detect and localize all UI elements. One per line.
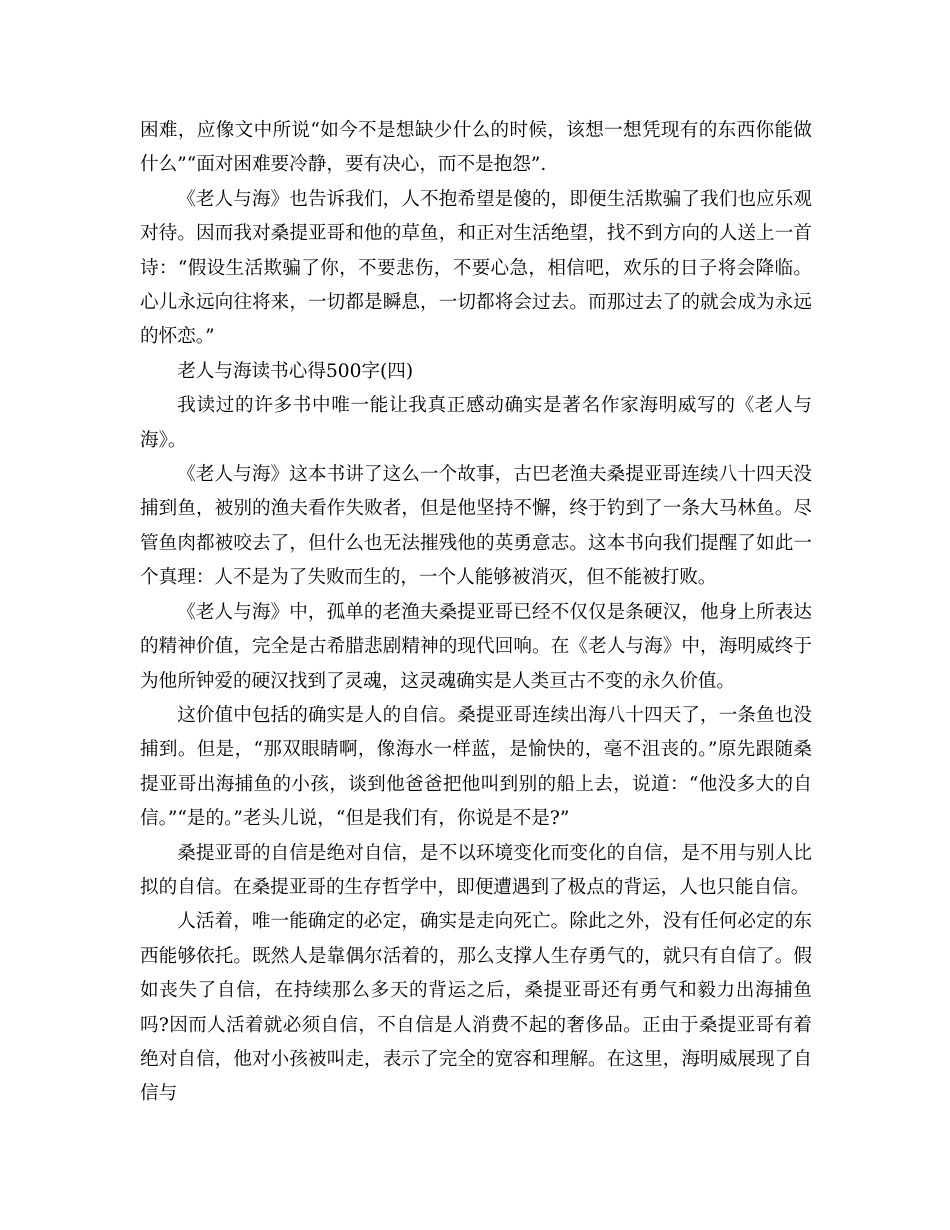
paragraph: 《老人与海》也告诉我们，人不抱希望是傻的，即便生活欺骗了我们也应乐观对待。因而我对桑提亚哥和他的草鱼，和正对生活绝望，找不到方向的人送上一首诗：“假设生活欺骗了你，不要悲伤，不要心急，相信吧，欢乐的日子将会降临。心儿永远向往将来，一切都是瞬息，一切都将会过去。而那过去了的就会成为永远的怀恋。” xyxy=(140,188,812,348)
paragraph: 《老人与海》中，孤单的老渔夫桑提亚哥已经不仅仅是条硬汉，他身上所表达的精神价值，完全是古希腊悲剧精神的现代回响。在《老人与海》中，海明威终于为他所钟爱的硬汉找到了灵魂，这灵魂确实是人类亘古不变的永久价值。 xyxy=(140,601,812,692)
paragraph: 我读过的许多书中唯一能让我真正感动确实是著名作家海明威写的《老人与海》。 xyxy=(140,395,812,451)
paragraph-continuation: 困难，应像文中所说“如今不是想缺少什么的时候，该想一想凭现有的东西你能做什么”“面对困难要冷静，要有决心，而不是抱怨”. xyxy=(140,120,812,176)
paragraph: 人活着，唯一能确定的必定，确实是走向死亡。除此之外，没有任何必定的东西能够依托。既然人是靠偶尔活着的，那么支撑人生存勇气的，就只有自信了。假如丧失了自信，在持续那么多天的背运之后，桑提亚哥还有勇气和毅力出海捕鱼吗?因而人活着就必须自信，不自信是人消费不起的奢侈品。正由于桑提亚哥有着绝对自信，他对小孩被叫走，表示了完全的宽容和理解。在这里，海明威展现了自信与 xyxy=(140,911,812,1105)
paragraph: 《老人与海》这本书讲了这么一个故事，古巴老渔夫桑提亚哥连续八十四天没捕到鱼，被别的渔夫看作失败者，但是他坚持不懈，终于钓到了一条大马林鱼。尽管鱼肉都被咬去了，但什么也无法摧残他的英勇意志。这本书向我们提醒了如此一个真理：人不是为了失败而生的，一个人能够被消灭，但不能被打败。 xyxy=(140,464,812,589)
paragraph: 桑提亚哥的自信是绝对自信，是不以环境变化而变化的自信，是不用与别人比拟的自信。在桑提亚哥的生存哲学中，即便遭遇到了极点的背运，人也只能自信。 xyxy=(140,842,812,898)
document-body xyxy=(140,114,812,1112)
paragraph: 这价值中包括的确实是人的自信。桑提亚哥连续出海八十四天了，一条鱼也没捕到。但是，“那双眼睛啊，像海水一样蓝，是愉快的，毫不沮丧的。”原先跟随桑提亚哥出海捕鱼的小孩，谈到他爸爸把他叫到别的船上去，说道：“他没多大的自信。”“是的。”老头儿说，“但是我们有，你说是不是?” xyxy=(140,704,812,830)
section-heading: 老人与海读书心得500字(四) xyxy=(177,360,414,382)
